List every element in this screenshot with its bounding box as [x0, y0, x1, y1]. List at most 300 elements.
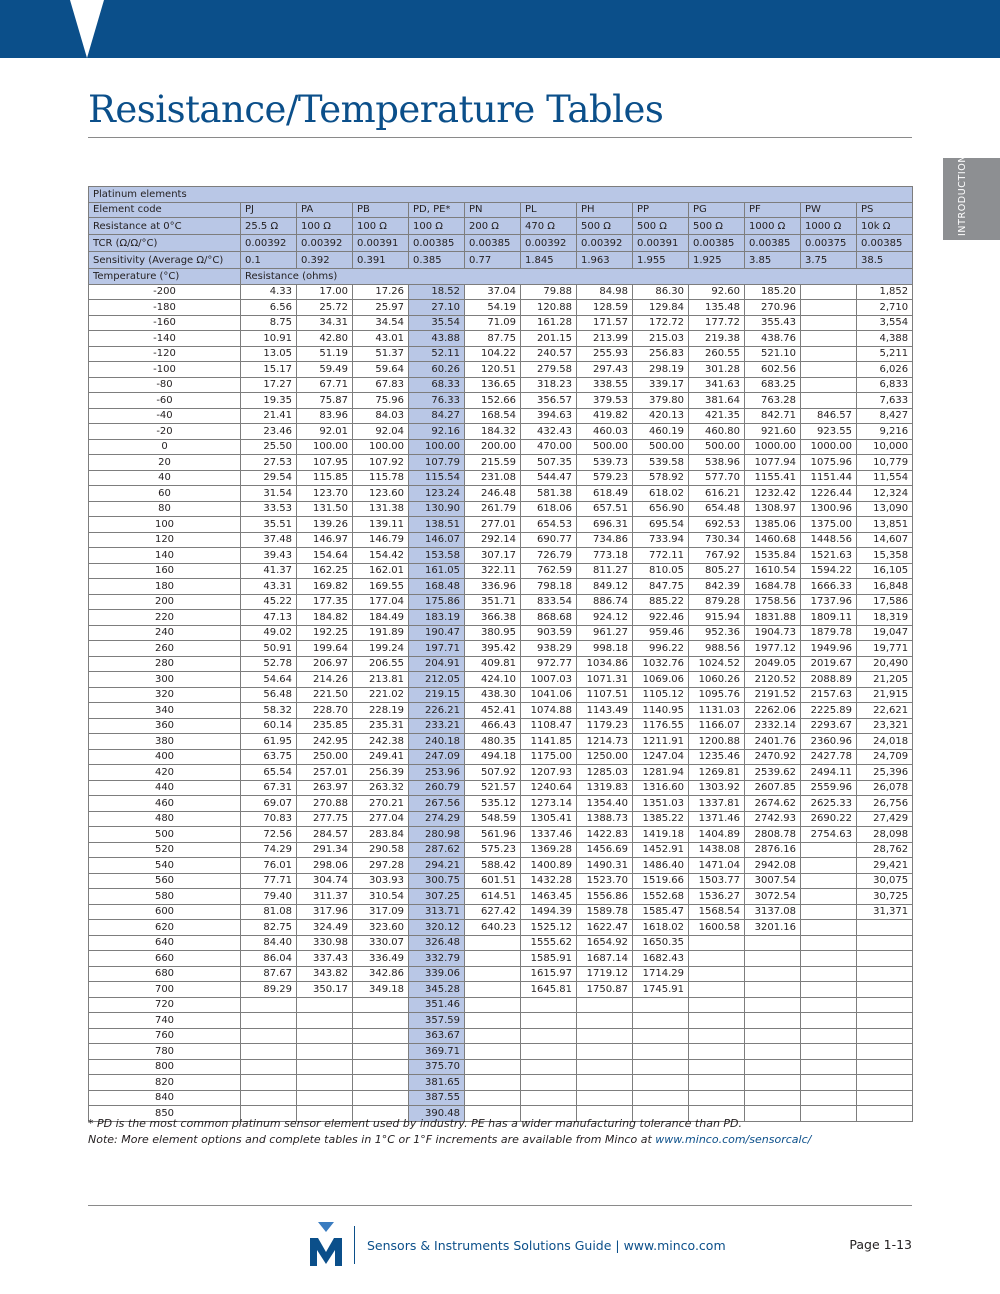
resistance-cell: 2120.52	[745, 672, 801, 688]
resistance-cell: 324.49	[297, 920, 353, 936]
temperature-cell: -60	[89, 393, 241, 409]
temperature-cell: 160	[89, 563, 241, 579]
resistance-cell: 460.80	[689, 424, 745, 440]
resistance-cell	[801, 331, 857, 347]
resistance-cell: 63.75	[241, 749, 297, 765]
table-row	[89, 811, 913, 827]
resistance-cell: 228.19	[353, 703, 409, 719]
resistance-cell	[297, 1028, 353, 1044]
resistance-cell: 3,554	[857, 315, 913, 331]
resistance-cell	[353, 1013, 409, 1029]
resistance-cell: 185.20	[745, 284, 801, 300]
temperature-cell: 850	[89, 1106, 241, 1122]
table-row	[89, 718, 913, 734]
temperature-cell: -20	[89, 424, 241, 440]
resistance-cell: 6,026	[857, 362, 913, 378]
resistance-cell: 1714.29	[633, 966, 689, 982]
resistance-cell: 16,105	[857, 563, 913, 579]
resistance-cell: 71.09	[465, 315, 521, 331]
footer-separator	[354, 1226, 355, 1264]
table-row	[89, 393, 913, 409]
table-row	[89, 455, 913, 471]
resistance-cell: 1490.31	[577, 858, 633, 874]
resistance-cell	[857, 920, 913, 936]
resistance-cell: 1535.84	[745, 548, 801, 564]
resistance-cell	[801, 393, 857, 409]
resistance-cell	[465, 951, 521, 967]
resistance-cell: 136.65	[465, 377, 521, 393]
resistance-cell: 345.28	[409, 982, 465, 998]
resistance-cell: 379.80	[633, 393, 689, 409]
temperature-cell: 420	[89, 765, 241, 781]
resistance-cell: 1404.89	[689, 827, 745, 843]
temperature-cell: 120	[89, 532, 241, 548]
resistance-cell: 162.01	[353, 563, 409, 579]
resistance-cell	[801, 346, 857, 362]
resistance-cell	[801, 300, 857, 316]
resistance-cell: 270.96	[745, 300, 801, 316]
resistance-cell: 1452.91	[633, 842, 689, 858]
resistance-cell: 313.71	[409, 904, 465, 920]
resistance-cell: 47.13	[241, 610, 297, 626]
resistance-cell: 72.56	[241, 827, 297, 843]
resistance-cell: 76.01	[241, 858, 297, 874]
resistance-cell: 1041.06	[521, 687, 577, 703]
table-row	[89, 1090, 913, 1106]
resistance-cell: 692.53	[689, 517, 745, 533]
resistance-cell: 1419.18	[633, 827, 689, 843]
temperature-cell: 340	[89, 703, 241, 719]
resistance-ohms-label: Resistance (ohms)	[241, 269, 913, 285]
resistance-cell: 1,852	[857, 284, 913, 300]
resistance-cell: 2942.08	[745, 858, 801, 874]
resistance-cell	[857, 1013, 913, 1029]
resistance-cell: 65.54	[241, 765, 297, 781]
table-row	[89, 703, 913, 719]
resistance-cell: 206.55	[353, 656, 409, 672]
sensitivity-value-cell: 38.5	[857, 252, 913, 269]
resistance-value-cell: 200 Ω	[465, 218, 521, 235]
resistance-cell	[801, 362, 857, 378]
resistance-cell	[801, 982, 857, 998]
temperature-cell: 740	[89, 1013, 241, 1029]
resistance-cell: 695.54	[633, 517, 689, 533]
resistance-cell: 1809.11	[801, 610, 857, 626]
resistance-cell: 2332.14	[745, 718, 801, 734]
resistance-cell: 1337.46	[521, 827, 577, 843]
resistance-cell: 409.81	[465, 656, 521, 672]
resistance-cell	[521, 1013, 577, 1029]
resistance-cell: 1214.73	[577, 734, 633, 750]
section-label: Platinum elements	[89, 187, 913, 203]
resistance-cell	[801, 284, 857, 300]
resistance-cell: 1285.03	[577, 765, 633, 781]
resistance-cell: 255.93	[577, 346, 633, 362]
resistance-cell	[465, 1090, 521, 1106]
resistance-cell: 1460.68	[745, 532, 801, 548]
resistance-cell: 139.26	[297, 517, 353, 533]
resistance-cell: 219.15	[409, 687, 465, 703]
temperature-cell: -180	[89, 300, 241, 316]
resistance-cell: 17.26	[353, 284, 409, 300]
resistance-cell: 30,075	[857, 873, 913, 889]
resistance-cell: 43.88	[409, 331, 465, 347]
resistance-cell: 2293.67	[801, 718, 857, 734]
resistance-cell: 733.94	[633, 532, 689, 548]
sensitivity-value-cell: 0.385	[409, 252, 465, 269]
resistance-cell: 1151.44	[801, 470, 857, 486]
resistance-cell: 332.79	[409, 951, 465, 967]
element-code-cell: PD, PE*	[409, 202, 465, 218]
resistance-cell	[801, 1028, 857, 1044]
resistance-cell: 84.03	[353, 408, 409, 424]
resistance-cell	[857, 951, 913, 967]
resistance-cell: 169.82	[297, 579, 353, 595]
resistance-cell	[353, 1090, 409, 1106]
resistance-cell	[857, 935, 913, 951]
resistance-cell: 1519.66	[633, 873, 689, 889]
resistance-cell: 601.51	[465, 873, 521, 889]
resistance-cell	[297, 1059, 353, 1075]
resistance-cell: 470.00	[521, 439, 577, 455]
table-row	[89, 563, 913, 579]
resistance-cell	[801, 377, 857, 393]
table-row	[89, 672, 913, 688]
temperature-cell: 40	[89, 470, 241, 486]
temperature-cell: 500	[89, 827, 241, 843]
resistance-cell	[745, 966, 801, 982]
resistance-cell: 618.06	[521, 501, 577, 517]
resistance-cell: 51.37	[353, 346, 409, 362]
temperature-cell: -40	[89, 408, 241, 424]
resistance-cell	[521, 1059, 577, 1075]
resistance-cell: 274.29	[409, 811, 465, 827]
resistance-cell: 233.21	[409, 718, 465, 734]
resistance-cell: 260.55	[689, 346, 745, 362]
resistance-cell: 212.05	[409, 672, 465, 688]
resistance-cell: 17.00	[297, 284, 353, 300]
table-row	[89, 315, 913, 331]
tcr-value-cell: 0.00392	[297, 235, 353, 252]
resistance-cell: 92.60	[689, 284, 745, 300]
resistance-cell: 1369.28	[521, 842, 577, 858]
resistance-cell: 256.83	[633, 346, 689, 362]
resistance-cell: 381.65	[409, 1075, 465, 1091]
resistance-cell: 1486.40	[633, 858, 689, 874]
temperature-cell: 300	[89, 672, 241, 688]
resistance-cell: 84.98	[577, 284, 633, 300]
resistance-cell	[689, 997, 745, 1013]
resistance-cell: 2262.06	[745, 703, 801, 719]
resistance-cell: 5,211	[857, 346, 913, 362]
resistance-cell: 323.60	[353, 920, 409, 936]
tcr-value-cell: 0.00391	[353, 235, 409, 252]
resistance-cell	[689, 966, 745, 982]
resistance-cell: 9,216	[857, 424, 913, 440]
resistance-cell: 2157.63	[801, 687, 857, 703]
temperature-cell: 260	[89, 641, 241, 657]
resistance-cell: 199.64	[297, 641, 353, 657]
resistance-cell: 1904.73	[745, 625, 801, 641]
resistance-cell	[801, 842, 857, 858]
resistance-cell: 277.01	[465, 517, 521, 533]
table-row	[89, 548, 913, 564]
resistance-cell: 879.28	[689, 594, 745, 610]
resistance-cell: 4,388	[857, 331, 913, 347]
table-row	[89, 1044, 913, 1060]
resistance-cell: 420.13	[633, 408, 689, 424]
resistance-cell: 3072.54	[745, 889, 801, 905]
tcr-value-cell: 0.00375	[801, 235, 857, 252]
resistance-cell: 16,848	[857, 579, 913, 595]
resistance-cell	[745, 1044, 801, 1060]
resistance-cell: 26,078	[857, 780, 913, 796]
element-code-cell: PB	[353, 202, 409, 218]
resistance-cell: 811.27	[577, 563, 633, 579]
resistance-cell: 616.21	[689, 486, 745, 502]
resistance-value-cell: 100 Ω	[409, 218, 465, 235]
resistance-cell: 959.46	[633, 625, 689, 641]
resistance-cell: 215.03	[633, 331, 689, 347]
resistance-cell: 120.51	[465, 362, 521, 378]
resistance-cell: 35.51	[241, 517, 297, 533]
resistance-cell: 215.59	[465, 455, 521, 471]
resistance-cell: 548.59	[465, 811, 521, 827]
resistance-cell: 1319.83	[577, 780, 633, 796]
resistance-cell: 75.96	[353, 393, 409, 409]
tcr-value-cell: 0.00392	[521, 235, 577, 252]
resistance-cell: 43.31	[241, 579, 297, 595]
resistance-cell: 627.42	[465, 904, 521, 920]
resistance-cell: 24,018	[857, 734, 913, 750]
resistance-cell	[241, 1090, 297, 1106]
resistance-cell: 375.70	[409, 1059, 465, 1075]
resistance-value-cell: 470 Ω	[521, 218, 577, 235]
temperature-cell: 400	[89, 749, 241, 765]
resistance-cell: 213.81	[353, 672, 409, 688]
resistance-cell: 381.64	[689, 393, 745, 409]
resistance-cell: 2494.11	[801, 765, 857, 781]
resistance-cell	[745, 951, 801, 967]
resistance-cell: 438.30	[465, 687, 521, 703]
temperature-cell: 840	[89, 1090, 241, 1106]
resistance-cell: 27.53	[241, 455, 297, 471]
resistance-cell: 2690.22	[801, 811, 857, 827]
table-row	[89, 1075, 913, 1091]
temperature-cell: 820	[89, 1075, 241, 1091]
resistance-cell: 535.12	[465, 796, 521, 812]
sensitivity-value-cell: 1.955	[633, 252, 689, 269]
table-row	[89, 594, 913, 610]
resistance-cell	[465, 1013, 521, 1029]
resistance-cell: 1235.46	[689, 749, 745, 765]
resistance-cell: 577.70	[689, 470, 745, 486]
temperature-cell: -80	[89, 377, 241, 393]
resistance-cell: 500.00	[577, 439, 633, 455]
resistance-cell	[857, 982, 913, 998]
table-row	[89, 424, 913, 440]
resistance-cell: 311.37	[297, 889, 353, 905]
resistance-cell: 199.24	[353, 641, 409, 657]
resistance-cell: 300.75	[409, 873, 465, 889]
sensitivity-value-cell: 3.75	[801, 252, 857, 269]
resistance-cell: 52.78	[241, 656, 297, 672]
table-row	[89, 997, 913, 1013]
sensorcalc-link[interactable]: www.minco.com/sensorcalc/	[655, 1133, 812, 1146]
resistance-cell: 87.75	[465, 331, 521, 347]
resistance-cell	[465, 966, 521, 982]
resistance-cell: 260.79	[409, 780, 465, 796]
resistance-cell: 263.32	[353, 780, 409, 796]
resistance-cell	[689, 1028, 745, 1044]
table-row	[89, 765, 913, 781]
element-code-cell: PH	[577, 202, 633, 218]
resistance-cell: 221.02	[353, 687, 409, 703]
table-row	[89, 842, 913, 858]
resistance-cell: 1179.23	[577, 718, 633, 734]
resistance-cell: 197.71	[409, 641, 465, 657]
resistance-cell	[801, 1013, 857, 1029]
table-row	[89, 408, 913, 424]
resistance-cell	[577, 1059, 633, 1075]
resistance-cell: 380.95	[465, 625, 521, 641]
resistance-cell: 915.94	[689, 610, 745, 626]
resistance-cell: 161.05	[409, 563, 465, 579]
resistance-cell: 291.34	[297, 842, 353, 858]
resistance-cell: 2427.78	[801, 749, 857, 765]
resistance-cell: 1200.88	[689, 734, 745, 750]
resistance-cell: 2,710	[857, 300, 913, 316]
resistance-cell	[633, 997, 689, 1013]
table-row	[89, 780, 913, 796]
section-side-tab[interactable]	[943, 154, 1000, 240]
resistance-cell: 19.35	[241, 393, 297, 409]
footnote-more-options-text: Note: More element options and complete tables in 1°C or 1°F increments are available from Minco at	[88, 1133, 656, 1146]
resistance-cell: 1654.92	[577, 935, 633, 951]
resistance-table	[88, 186, 913, 1122]
resistance-cell: 339.06	[409, 966, 465, 982]
resistance-cell: 128.59	[577, 300, 633, 316]
resistance-cell: 390.48	[409, 1106, 465, 1122]
resistance-cell: 24,709	[857, 749, 913, 765]
temperature-cell: 780	[89, 1044, 241, 1060]
resistance-cell: 1536.27	[689, 889, 745, 905]
resistance-cell: 74.29	[241, 842, 297, 858]
resistance-cell: 1388.73	[577, 811, 633, 827]
table-row	[89, 920, 913, 936]
tcr-value-cell: 0.00385	[857, 235, 913, 252]
resistance-cell: 394.63	[521, 408, 577, 424]
resistance-cell	[465, 1059, 521, 1075]
resistance-cell: 92.01	[297, 424, 353, 440]
resistance-cell: 280.98	[409, 827, 465, 843]
resistance-cell	[801, 935, 857, 951]
resistance-cell: 2088.89	[801, 672, 857, 688]
resistance-cell: 602.56	[745, 362, 801, 378]
resistance-cell: 1375.00	[801, 517, 857, 533]
tcr-value-cell: 0.00391	[633, 235, 689, 252]
resistance-cell: 480.35	[465, 734, 521, 750]
resistance-cell: 1095.76	[689, 687, 745, 703]
resistance-cell: 25.97	[353, 300, 409, 316]
resistance-cell: 1448.56	[801, 532, 857, 548]
table-row	[89, 1028, 913, 1044]
resistance-cell: 1666.33	[801, 579, 857, 595]
resistance-cell: 221.50	[297, 687, 353, 703]
resistance-cell	[745, 997, 801, 1013]
resistance-cell: 998.18	[577, 641, 633, 657]
resistance-cell: 87.67	[241, 966, 297, 982]
resistance-cell: 154.64	[297, 548, 353, 564]
temperature-cell: 60	[89, 486, 241, 502]
resistance-cell	[241, 997, 297, 1013]
resistance-cell: 1385.06	[745, 517, 801, 533]
element-code-row	[89, 202, 913, 218]
minco-logo	[309, 1222, 343, 1268]
resistance-cell: 146.79	[353, 532, 409, 548]
resistance-cell: 1303.92	[689, 780, 745, 796]
resistance-cell	[577, 1090, 633, 1106]
table-row	[89, 346, 913, 362]
temperature-cell: 700	[89, 982, 241, 998]
resistance-cell: 146.07	[409, 532, 465, 548]
resistance-cell	[745, 982, 801, 998]
resistance-cell: 301.28	[689, 362, 745, 378]
resistance-cell: 204.91	[409, 656, 465, 672]
resistance-cell: 1354.40	[577, 796, 633, 812]
resistance-cell: 578.92	[633, 470, 689, 486]
resistance-cell: 214.26	[297, 672, 353, 688]
resistance-cell: 500.00	[633, 439, 689, 455]
resistance-cell: 30,725	[857, 889, 913, 905]
footer-divider	[88, 1205, 912, 1206]
resistance-cell: 29.54	[241, 470, 297, 486]
resistance-cell	[297, 1044, 353, 1060]
resistance-cell: 2559.96	[801, 780, 857, 796]
temperature-cell: -120	[89, 346, 241, 362]
resistance-cell	[689, 1075, 745, 1091]
resistance-cell: 177.35	[297, 594, 353, 610]
resistance-cell: 2625.33	[801, 796, 857, 812]
resistance-cell: 1269.81	[689, 765, 745, 781]
table-row	[89, 796, 913, 812]
resistance-cell: 23,321	[857, 718, 913, 734]
resistance-cell: 1594.22	[801, 563, 857, 579]
resistance-cell: 35.54	[409, 315, 465, 331]
resistance-cell: 1176.55	[633, 718, 689, 734]
element-code-cell: PS	[857, 202, 913, 218]
temperature-cell: 380	[89, 734, 241, 750]
resistance-cell: 763.28	[745, 393, 801, 409]
temperature-cell: 20	[89, 455, 241, 471]
resistance-cell: 1240.64	[521, 780, 577, 796]
resistance-cell: 270.88	[297, 796, 353, 812]
resistance-cell: 89.29	[241, 982, 297, 998]
resistance-cell: 70.83	[241, 811, 297, 827]
resistance-cell	[801, 1075, 857, 1091]
resistance-cell: 696.31	[577, 517, 633, 533]
resistance-cell	[801, 904, 857, 920]
temperature-cell: 720	[89, 997, 241, 1013]
sensitivity-value-cell: 0.1	[241, 252, 297, 269]
resistance-value-cell: 10k Ω	[857, 218, 913, 235]
resistance-cell	[745, 1013, 801, 1029]
resistance-cell	[297, 1090, 353, 1106]
resistance-cell	[633, 1075, 689, 1091]
resistance-cell: 77.71	[241, 873, 297, 889]
resistance-cell: 86.04	[241, 951, 297, 967]
resistance-cell: 54.64	[241, 672, 297, 688]
